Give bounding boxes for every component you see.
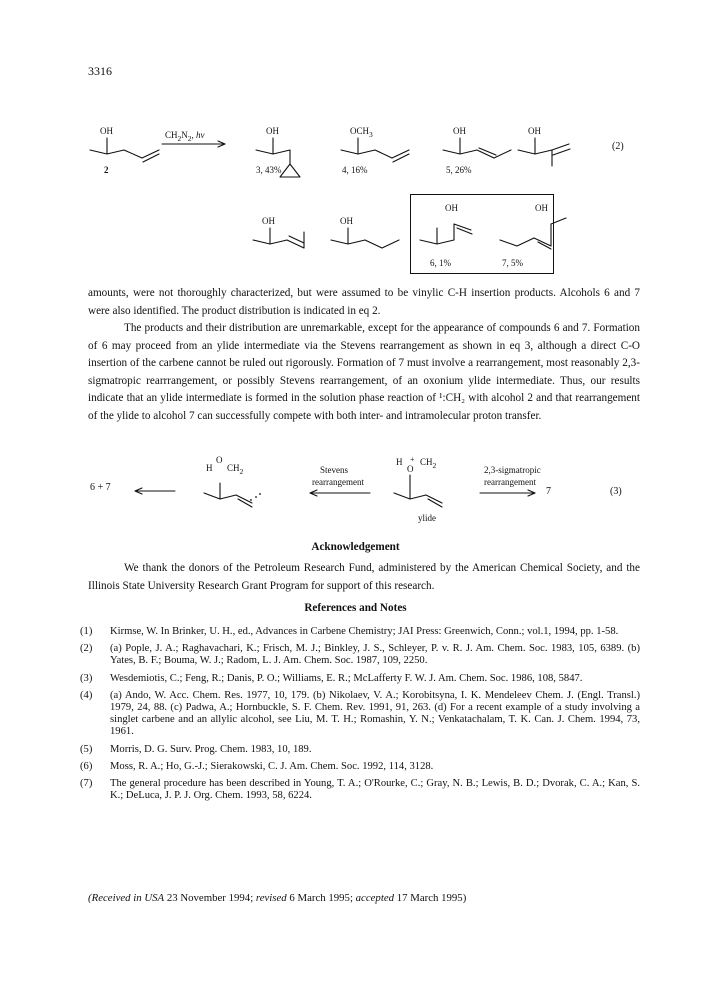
lower-a-oh-label: OH [262,216,275,226]
reference-item [80,744,640,756]
reagent-sub-2: 2 [187,133,192,143]
o-mid: O [407,464,414,474]
received-text-3: accepted [355,892,395,904]
reference-text: (a) Ando, W. Acc. Chem. Res. 1977, 10, 179. (b) Nikolaev, V. A.; Korobitsyna, I. K. Mendeleev Chem. J. (Engl. Transl.) 1979, 24, 88. (c) Padwa, A.; Hornbuckle, S. F. Chem. Rev. 1991, 91, 263. (d) For a recent example of a study involving a singlet carbene and an allylic alcohol, see Liu, M. T. H.; Romashin, Y. N.; Venkatachalam, T. K. Can. J. Chem. 1994, 73, 1961. [110,689,640,738]
ylide-label: ylide [418,513,436,523]
received-line [88,892,466,904]
received-date-2: 6 March 1995; [286,892,356,904]
reference-item [80,673,640,685]
reference-item [80,778,640,802]
rearrangement-2-label: rearrangement [484,477,536,487]
reference-text: Morris, D. G. Surv. Prog. Chem. 1983, 10, 189. [110,743,312,755]
reference-number: (7) [80,778,93,790]
reference-number: (6) [80,760,93,772]
lower-b-oh-label: OH [340,216,353,226]
compound-3-oh-label: OH [266,126,279,136]
ch2-mid [420,457,436,471]
reagent-n: N [181,130,188,140]
o-left: O [216,455,223,465]
paragraph-2: The products and their distribution are unremarkable, except for the appearance of compounds 6 and 7. Formation of 6 may proceed from an ylide intermediate via the Stevens rearrangement as shown in eq 3, although a direct C-O insertion of the carbene cannot be ruled out rigorously. Formation of 7 must involve a rearrangement, most reasonably 2,3-sigmatropic rearrrangement, or possibly Stevens rearrangement, of an oxonium ylide intermediate. Thus, our results indicate that an ylide intermediate is formed in the solution phase reaction of ¹:CH₂ with alcohol 2 and that rearrangement of the ylide to alcohol 7 can successfully compete with both inter- and intramolecular proton transfer. [88,322,640,422]
received-date-1: 23 November 1994; [164,892,256,904]
reference-item [80,643,640,667]
references-list [80,626,640,807]
reagent-hv: , hν [191,130,205,140]
compound-7-label: 7, 5% [502,258,523,268]
compound-3-label: 3, 43% [256,165,282,175]
equation-3-number: (3) [610,486,622,497]
reference-number: (1) [80,626,93,637]
compound-2-oh-label: OH [100,126,113,136]
reference-number: (2) [80,643,93,655]
received-date-3: 17 March 1995) [394,892,467,904]
compound-5b-oh-label: OH [528,126,541,136]
reagent-label [165,130,205,144]
plus-charge: + [410,455,415,464]
ch2-mid-sub: 2 [432,460,437,470]
page-number: 3316 [88,64,112,78]
scheme-3-structures [80,455,640,535]
reaction-scheme-3 [80,455,640,535]
reference-number: (3) [80,672,93,684]
reference-number: (4) [80,689,93,701]
stevens-label: Stevens [320,465,348,475]
reference-item [80,761,640,773]
equation-2-number: (2) [612,141,624,152]
och3-sub: 3 [369,129,373,139]
compound-7-oh-label: OH [535,203,548,213]
reference-text: Kirmse, W. In Brinker, U. H., ed., Advances in Carbene Chemistry; JAI Press: Greenwich, Conn.; vol.1, 1994, pp. 1-58. [110,626,619,637]
reference-text: The general procedure has been described in Young, T. A.; O'Rourke, C.; Gray, N. B.; Lewis, B. D.; Dvorak, C. A.; Kan, S. K.; DeLuca, J. P. J. Org. Chem. 1993, 58, 6224. [110,778,640,802]
references-heading: References and Notes [304,602,407,614]
och3-text: OCH [350,126,370,136]
reference-text: (a) Pople, J. A.; Raghavachari, K.; Frisch, M. J.; Binkley, J. S., Schleyer, P. v. R. J. Am. Chem. Soc. 1983, 105, 6389. (b) Yates, B. F.; Bouma, W. J.; Radom, L. J. Am. Chem. Soc. 1987, 109, 2250. [110,643,640,667]
reference-number: (5) [80,743,93,755]
received-text-1: (Received in USA [88,892,165,904]
products-6-7: 6 + 7 [90,482,111,493]
rearrangement-label: rearrangement [312,477,364,487]
reagent-ch: CH [165,130,178,140]
sigmatropic-label: 2,3-sigmatropic [484,465,541,475]
reagent-sub-1: 2 [177,133,182,143]
compound-2-label: 2 [104,165,109,175]
ch2-left [227,463,243,477]
compound-6-label: 6, 1% [430,258,451,268]
ch2-mid-text: CH [420,457,433,467]
ch2-left-sub: 2 [239,466,244,476]
compound-4-och3-label [350,126,373,140]
reaction-scheme-2 [80,110,640,275]
reference-text: Moss, R. A.; Ho, G.-J.; Sierakowski, C. J. Am. Chem. Soc. 1992, 114, 3128. [110,760,434,772]
product-7: 7 [546,486,551,497]
compound-5-label: 5, 26% [446,165,472,175]
compound-5-oh-label: OH [453,126,466,136]
acknowledgement-text: We thank the donors of the Petroleum Research Fund, administered by the American Chemical Society, and the Illinois State University Research Grant Program for support of this research. [88,562,640,592]
received-text-2: revised [255,892,287,904]
reference-text: Wesdemiotis, C.; Feng, R.; Danis, P. O.; Williams, E. R.; McLafferty F. W. J. Am. Chem. Soc. 1986, 108, 5847. [110,672,583,684]
ch2-left-text: CH [227,463,240,473]
reference-item [80,626,640,638]
h-left: H [206,463,213,473]
acknowledgement-heading: Acknowledgement [311,541,400,553]
compound-6-oh-label: OH [445,203,458,213]
h-mid: H [396,457,403,467]
paragraph-1: amounts, were not thoroughly characterized, but were assumed to be vinylic C-H insertion products. Alcohols 6 and 7 were also identified. The product distribution is indicated in eq 2. [88,287,640,317]
reference-item [80,690,640,739]
compound-4-label: 4, 16% [342,165,368,175]
